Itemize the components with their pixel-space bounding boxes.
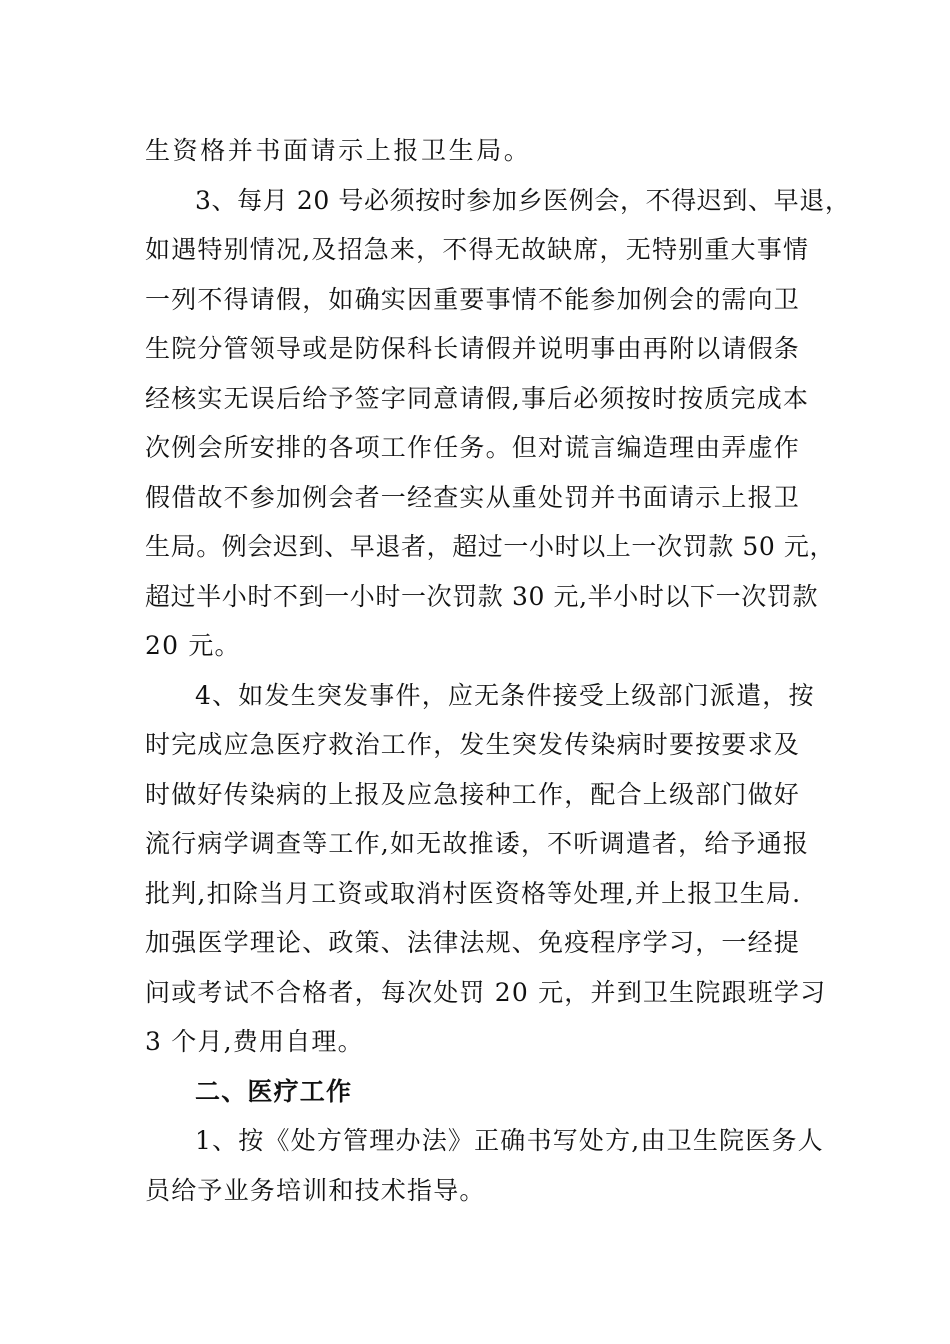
text-line: 批判,扣除当月工资或取消村医资格等处理,并上报卫生局. [145,879,802,908]
text-line: 一列不得请假，如确实因重要事情不能参加例会的需向卫 [145,285,801,314]
paragraph-1-first-line: 1、按《处方管理办法》正确书写处方,由卫生院医务人 [195,1126,824,1155]
text-line: 时完成应急医疗救治工作，发生突发传染病时要按要求及 [145,730,801,759]
paragraph-4-first-line: 4、如发生突发事件，应无条件接受上级部门派遣，按 [195,681,815,710]
text-line: 生局。例会迟到、早退者，超过一小时以上一次罚款 50 元， [145,532,836,561]
text-line: 生院分管领导或是防保科长请假并说明事由再附以请假条 [145,334,801,363]
text-line: 20 元。 [145,631,241,660]
text-line: 时做好传染病的上报及应急接种工作，配合上级部门做好 [145,780,801,809]
text-line: 超过半小时不到一小时一次罚款 30 元,半小时以下一次罚款 [145,582,819,611]
section-heading: 二、医疗工作 [195,1077,353,1106]
text-line: 3 个月,费用自理。 [145,1027,364,1056]
text-line: 经核实无误后给予签字同意请假,事后必须按时按质完成本 [145,384,810,413]
text-line: 加强医学理论、政策、法律法规、免疫程序学习，一经提 [145,928,801,957]
text-line: 生资格并书面请示上报卫生局。 [145,136,532,165]
text-line: 流行病学调查等工作,如无故推诿，不听调遣者，给予通报 [145,829,810,858]
paragraph-3-first-line: 3、每月 20 号必须按时参加乡医例会，不得迟到、早退， [195,186,851,215]
text-line: 次例会所安排的各项工作任务。但对谎言编造理由弄虚作 [145,433,801,462]
text-line: 如遇特别情况,及招急来，不得无故缺席，无特别重大事情 [145,235,810,264]
text-line: 问或考试不合格者，每次处罚 20 元，并到卫生院跟班学习 [145,978,827,1007]
text-line: 假借故不参加例会者一经查实从重处罚并书面请示上报卫 [145,483,801,512]
text-line: 员给予业务培训和技术指导。 [145,1176,486,1205]
